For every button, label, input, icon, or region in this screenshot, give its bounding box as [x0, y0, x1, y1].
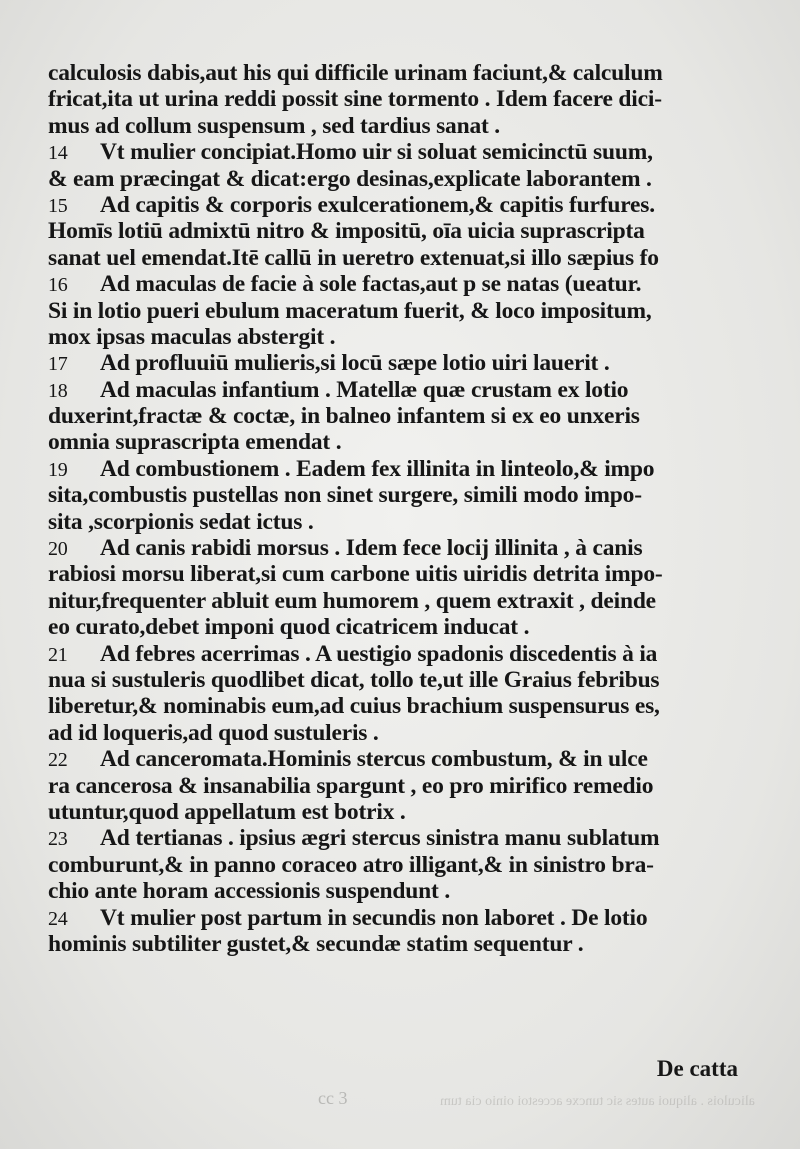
entry-number: 24 — [48, 907, 68, 930]
signature-mark: cc 3 — [318, 1088, 348, 1108]
text-line — [48, 324, 748, 350]
text-line — [48, 86, 748, 112]
line-text: Si in lotio pueri ebulum maceratum fuerit, & loco impositum, — [48, 297, 652, 324]
page-text — [48, 60, 748, 957]
line-text: comburunt,& in panno coraceo atro illigant,& in sinistro bra- — [48, 851, 654, 878]
line-text: ad id loqueris,ad quod sustuleris . — [48, 719, 379, 746]
line-text: mox ipsas maculas abstergit . — [48, 323, 336, 350]
entry-number: 18 — [48, 379, 68, 402]
line-text: fricat,ita ut urina reddi possit sine tormento . Idem facere dici- — [48, 86, 662, 113]
catchword: De catta — [656, 1056, 738, 1081]
text-line — [48, 641, 748, 667]
line-text: Ad maculas de facie à sole factas,aut p se natas (ueatur. — [100, 271, 642, 298]
line-text: sita,combustis pustellas non sinet surgere, simili modo impo- — [48, 482, 642, 509]
text-line — [48, 166, 748, 192]
text-line — [48, 429, 748, 455]
line-text: hominis subtiliter gustet,& secundæ statim sequentur . — [48, 930, 584, 957]
line-text: liberetur,& nominabis eum,ad cuius brachium suspensurus es, — [48, 693, 660, 720]
line-text: Ad canceromata.Hominis stercus combustum, & in ulce — [100, 746, 648, 773]
line-text: Ad maculas infantium . Matellæ quæ crustam ex lotio — [100, 376, 629, 403]
entry-number: 19 — [48, 458, 68, 481]
text-line — [48, 825, 748, 851]
text-line — [48, 667, 748, 693]
entry-number: 14 — [48, 142, 68, 165]
line-text: Ad combustionem . Eadem fex illinita in linteolo,& impo — [100, 455, 655, 482]
line-text: sanat uel emendat.Itē callū in ueretro extenuat,si illo sæpius fo — [48, 244, 659, 271]
entry-number: 16 — [48, 274, 68, 297]
entry-number: 23 — [48, 828, 68, 851]
text-line — [48, 720, 748, 746]
line-text: eo curato,debet imponi quod cicatricem inducat . — [48, 614, 530, 641]
line-text: mus ad collum suspensum , sed tardius sanat . — [48, 112, 500, 139]
text-line — [48, 931, 748, 957]
line-text: Homīs lotiū admixtū nitro & impositū, oīa uicia suprascripta — [48, 218, 645, 245]
text-line — [48, 509, 748, 535]
line-text: calculosis dabis,aut his qui difficile urinam faciunt,& calculum — [48, 60, 663, 86]
line-text: Ad febres acerrimas . A uestigio spadonis discedentis à ia — [100, 640, 658, 667]
text-line — [48, 799, 748, 825]
line-text: Vt mulier concipiat.Homo uir si soluat semicinctū suum, — [100, 139, 653, 166]
show-through-text: aliculois . aliquoi autes sic tuncxe accestoi oinio cia tum — [440, 1094, 755, 1109]
line-text: rabiosi morsu liberat,si cum carbone uitis uiridis detrita impo- — [48, 561, 663, 588]
text-line — [48, 456, 748, 482]
text-line — [48, 350, 748, 376]
text-line — [48, 271, 748, 297]
text-line — [48, 905, 748, 931]
line-text: nua si sustuleris quodlibet dicat, tollo te,ut ille Graius febribus — [48, 666, 660, 693]
line-text: & eam præcingat & dicat:ergo desinas,explicate laborantem . — [48, 165, 652, 192]
text-line — [48, 878, 748, 904]
text-line — [48, 403, 748, 429]
line-text: Ad capitis & corporis exulcerationem,& capitis furfures. — [100, 191, 655, 218]
entry-number: 17 — [48, 353, 68, 376]
text-line — [48, 113, 748, 139]
text-line — [48, 245, 748, 271]
line-text: Ad canis rabidi morsus . Idem fece locij illinita , à canis — [100, 535, 643, 562]
text-line — [48, 693, 748, 719]
text-line — [48, 377, 748, 403]
text-line — [48, 746, 748, 772]
text-line — [48, 192, 748, 218]
text-line — [48, 588, 748, 614]
line-text: omnia suprascripta emendat . — [48, 429, 342, 456]
line-text: ra cancerosa & insanabilia spargunt , eo pro mirifico remedio — [48, 772, 654, 799]
line-text: Vt mulier post partum in secundis non laboret . De lotio — [100, 904, 648, 931]
line-text: chio ante horam accessionis suspendunt . — [48, 878, 450, 905]
line-text: Ad tertianas . ipsius ægri stercus sinistra manu sublatum — [100, 825, 660, 852]
text-line — [48, 614, 748, 640]
line-text: duxerint,fractæ & coctæ, in balneo infantem si ex eo unxeris — [48, 403, 640, 430]
text-line — [48, 298, 748, 324]
line-text: Ad profluuiū mulieris,si locū sæpe lotio uiri lauerit . — [100, 350, 610, 377]
text-line — [48, 139, 748, 165]
text-line — [48, 852, 748, 878]
line-text: utuntur,quod appellatum est botrix . — [48, 798, 406, 825]
text-line — [48, 218, 748, 244]
entry-number: 20 — [48, 538, 68, 561]
entry-number: 15 — [48, 194, 68, 217]
text-line — [48, 561, 748, 587]
line-text: nitur,frequenter abluit eum humorem , quem extraxit , deinde — [48, 587, 656, 614]
text-line — [48, 535, 748, 561]
entry-number: 22 — [48, 749, 68, 772]
text-line — [48, 773, 748, 799]
text-line — [48, 482, 748, 508]
line-text: sita ,scorpionis sedat ictus . — [48, 508, 314, 535]
entry-number: 21 — [48, 643, 68, 666]
text-line — [48, 60, 748, 86]
